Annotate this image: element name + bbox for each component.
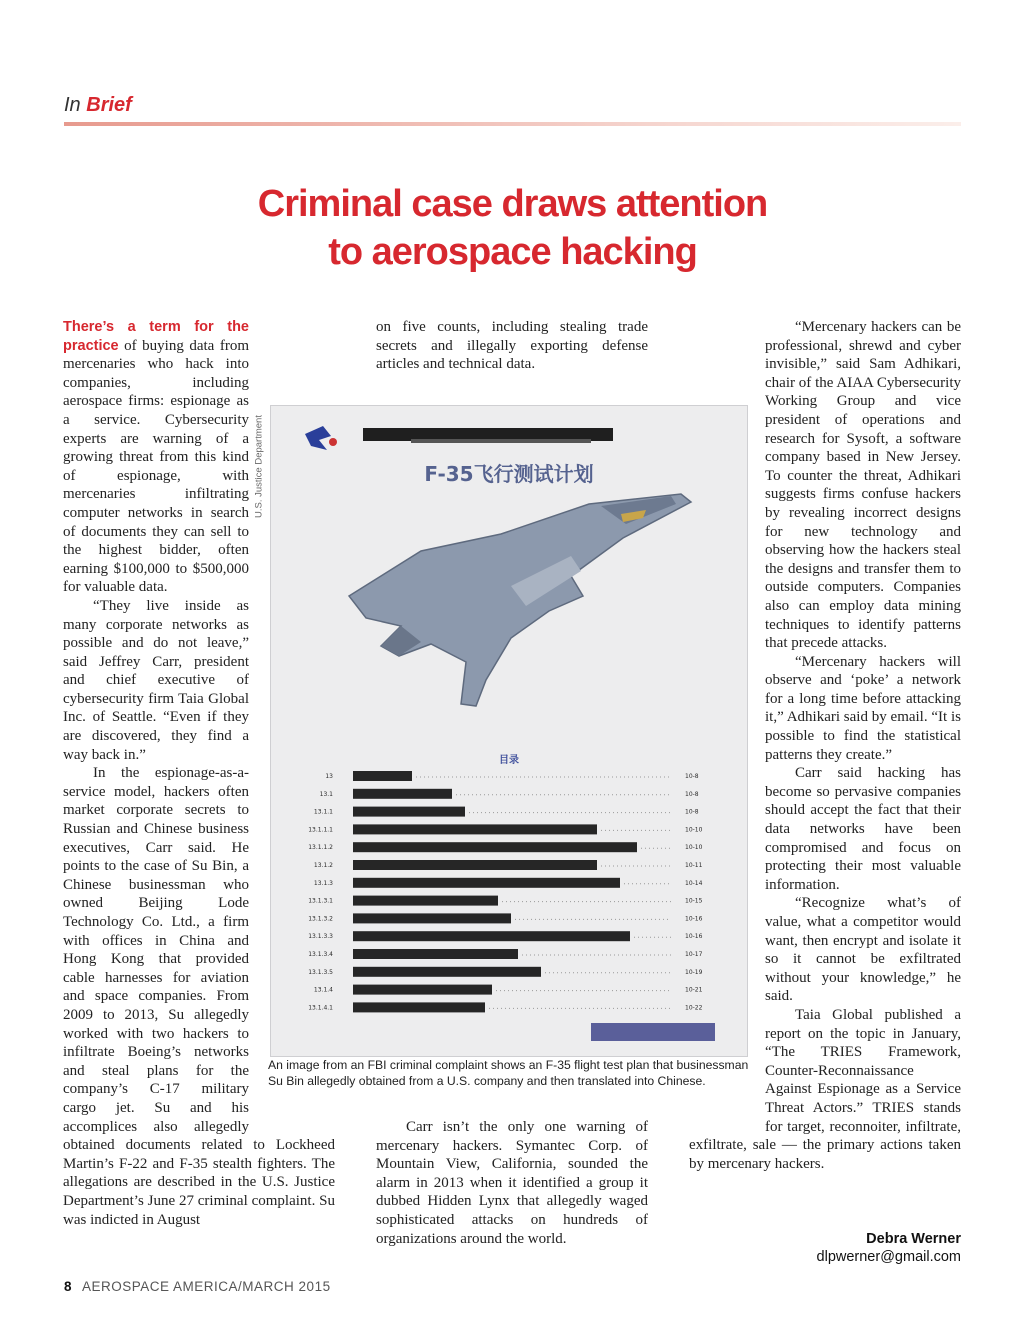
headline-line-1: Criminal case draws attention bbox=[257, 183, 768, 225]
toc-label: 13.1.2 bbox=[313, 862, 333, 869]
toc-label: 13.1 bbox=[319, 790, 333, 798]
toc-entry-bar bbox=[353, 985, 492, 995]
photo-credit-text: U.S. Justice Department bbox=[253, 415, 265, 518]
column-2-top bbox=[376, 318, 648, 374]
toc-page: 10-14 bbox=[685, 879, 703, 887]
toc-page: 10-11 bbox=[685, 862, 703, 869]
toc-label: 13.1.3.5 bbox=[308, 968, 333, 976]
toc-entry-bar bbox=[353, 896, 498, 906]
headline bbox=[64, 180, 961, 276]
toc-label: 13.1.3.2 bbox=[308, 915, 333, 923]
col3-paragraph-3: Carr said hacking has become so pervasive companies should accept the fact that their data networks have been compromised and focus on protecting their most valuable information. bbox=[765, 765, 961, 893]
publication-info: AEROSPACE AMERICA/MARCH 2015 bbox=[82, 1279, 331, 1294]
col3-paragraph-2: “Mercenary hackers will observe and ‘poke’ a network for a long time before attacking it,” Adhikari said by email. “It is possible to find the statistical patterns they create.” bbox=[765, 653, 961, 763]
toc-page: 10-8 bbox=[685, 773, 699, 780]
toc-entry-bar bbox=[353, 807, 465, 817]
col3-paragraph-1: “Mercenary hackers can be professional, shrewd and cyber invisible,” said Sam Adhikari, chair of the AIAA Cybersecurity Working Group and vice president of operations and research for Sysoft, a software company based in New Jersey. To counter the threat, Adhikari suggests firms confuse hackers by revealing incorrect designs for new technology and observing how the hackers steal the designs and transfer them to outside computers. Companies also can employ data mining techniques to identify patterns that precede attacks. bbox=[765, 319, 961, 652]
byline bbox=[817, 1230, 961, 1266]
toc-entry-bar bbox=[353, 913, 511, 923]
toc-page: 10-17 bbox=[685, 951, 703, 958]
headline-line-2: to aerospace hacking bbox=[328, 231, 697, 273]
toc-page: 10-10 bbox=[685, 844, 703, 852]
toc-entry-bar bbox=[353, 842, 637, 852]
toc-entry-bar bbox=[353, 860, 597, 870]
figure-image bbox=[270, 405, 748, 1057]
toc-label: 13.1.1.2 bbox=[308, 844, 333, 852]
toc-entry-bar bbox=[353, 967, 541, 977]
toc-entry-bar bbox=[353, 878, 620, 888]
toc-entry-bar bbox=[353, 789, 452, 799]
contents-heading: 目录 bbox=[499, 755, 519, 766]
col1-p1-text: of buying data from mercenaries who hack into companies, including aerospace firms: espionage as a service. Cybersecurity experts are warning of a growing threat from this kind of espionage, with mercenaries infiltrating computer networks in search of documents they can sell to the highest bidder, often earning $100,000 to $500,000 for valuable data. bbox=[63, 337, 249, 596]
toc-label: 13.1.3 bbox=[313, 879, 333, 887]
author-email[interactable]: dlpwerner@gmail.com bbox=[816, 1249, 961, 1265]
toc-page: 10-8 bbox=[685, 790, 699, 798]
toc-entry-bar bbox=[353, 824, 597, 834]
photo-credit bbox=[252, 405, 264, 535]
redaction-box bbox=[591, 1023, 715, 1041]
toc-page: 10-16 bbox=[685, 915, 703, 923]
toc-label: 13.1.3.1 bbox=[308, 897, 333, 905]
toc-entry-bar bbox=[353, 931, 630, 941]
section-rule bbox=[64, 122, 961, 126]
section-prefix: In bbox=[64, 94, 81, 116]
toc-label: 13.1.1.1 bbox=[308, 826, 333, 834]
figure-svg bbox=[271, 406, 747, 1056]
toc-page: 10-8 bbox=[685, 808, 699, 816]
toc-label: 13.1.3.3 bbox=[308, 933, 333, 941]
toc-label: 13 bbox=[325, 773, 333, 780]
lead-in: There’s a term for the practice bbox=[63, 319, 249, 354]
author-name: Debra Werner bbox=[866, 1231, 961, 1247]
toc-entry-bar bbox=[353, 771, 412, 781]
toc-label: 13.1.1 bbox=[313, 808, 333, 816]
toc-entry-bar bbox=[353, 949, 518, 959]
toc-entry-bar bbox=[353, 1002, 485, 1012]
col2-top-paragraph: on five counts, including stealing trade secrets and illegally exporting defense articles and technical data. bbox=[376, 319, 648, 373]
col1-paragraph-3: In the espionage-as-a-service model, hackers often market corporate secrets to Russian and Chinese business executives, Carr said. He points to the case of Su Bin, a Chinese businessman who owned Beijing Lode Technology Co. Ltd., a firm with offices in China and Hong Kong that provided cable harnesses for aviation and space companies. From 2009 to 2013, Su allegedly worked with two hackers to infiltrate Boeing’s networks and steal plans for the company’s C-17 military cargo jet. Su and his accomplices also allegedly obtained documents related to Lockheed Martin’s F-22 and F-35 stealth fighters. The allegations are described in the U.S. Justice Department’s June 27 criminal complaint. Su was indicted in August bbox=[63, 765, 335, 1228]
toc-page: 10-15 bbox=[685, 897, 703, 905]
col3-paragraph-5: Taia Global published a report on the topic in January, “The TRIES Framework, Counter-Reconnaissance Against Espionage as a Service Threat Actors.” TRIES stands for target, reconnoiter, infiltrate, exfiltrate, sale — the primary actions taken by mercenary hackers. bbox=[689, 1006, 961, 1172]
toc-page: 10-19 bbox=[685, 968, 703, 976]
figure-caption: An image from an FBI criminal complaint shows an F-35 flight test plan that businessman Su Bin allegedly obtained from a U.S. company and then translated into Chinese. bbox=[268, 1058, 749, 1088]
section-tag bbox=[64, 94, 132, 117]
doc-title: F-35飞行测试计划 bbox=[424, 462, 594, 486]
toc-page: 10-21 bbox=[685, 986, 703, 994]
toc-page: 10-22 bbox=[685, 1004, 703, 1012]
toc-page: 10-16 bbox=[685, 933, 703, 941]
redaction-line bbox=[411, 439, 591, 443]
toc-label: 13.1.4.1 bbox=[308, 1004, 333, 1012]
toc-label: 13.1.3.4 bbox=[308, 951, 333, 958]
col2-bottom-paragraph: Carr isn’t the only one warning of mercenary hackers. Symantec Corp. of Mountain View, California, sounded the alarm in 2013 when it identified a group it dubbed Hidden Lynx that allegedly waged sophisticated attacks on hundreds of organizations around the world. bbox=[376, 1119, 648, 1247]
toc-page: 10-10 bbox=[685, 826, 703, 834]
page-number: 8 bbox=[64, 1279, 73, 1294]
section-name: Brief bbox=[86, 94, 132, 116]
col3-paragraph-4: “Recognize what’s of value, what a competitor would want, then encrypt and isolate it so it cannot be exfiltrated without your knowledge,” he said. bbox=[765, 895, 961, 1005]
column-2-bottom bbox=[376, 1118, 648, 1248]
toc-label: 13.1.4 bbox=[313, 986, 333, 994]
page-footer bbox=[64, 1279, 331, 1294]
col1-paragraph-2: “They live inside as many corporate networks as possible and do not leave,” said Jeffrey Carr, president and chief executive of cybersecurity firm Taia Global Inc. of Seattle. “Even if they are discovered, they find a way back in.” bbox=[63, 597, 249, 763]
